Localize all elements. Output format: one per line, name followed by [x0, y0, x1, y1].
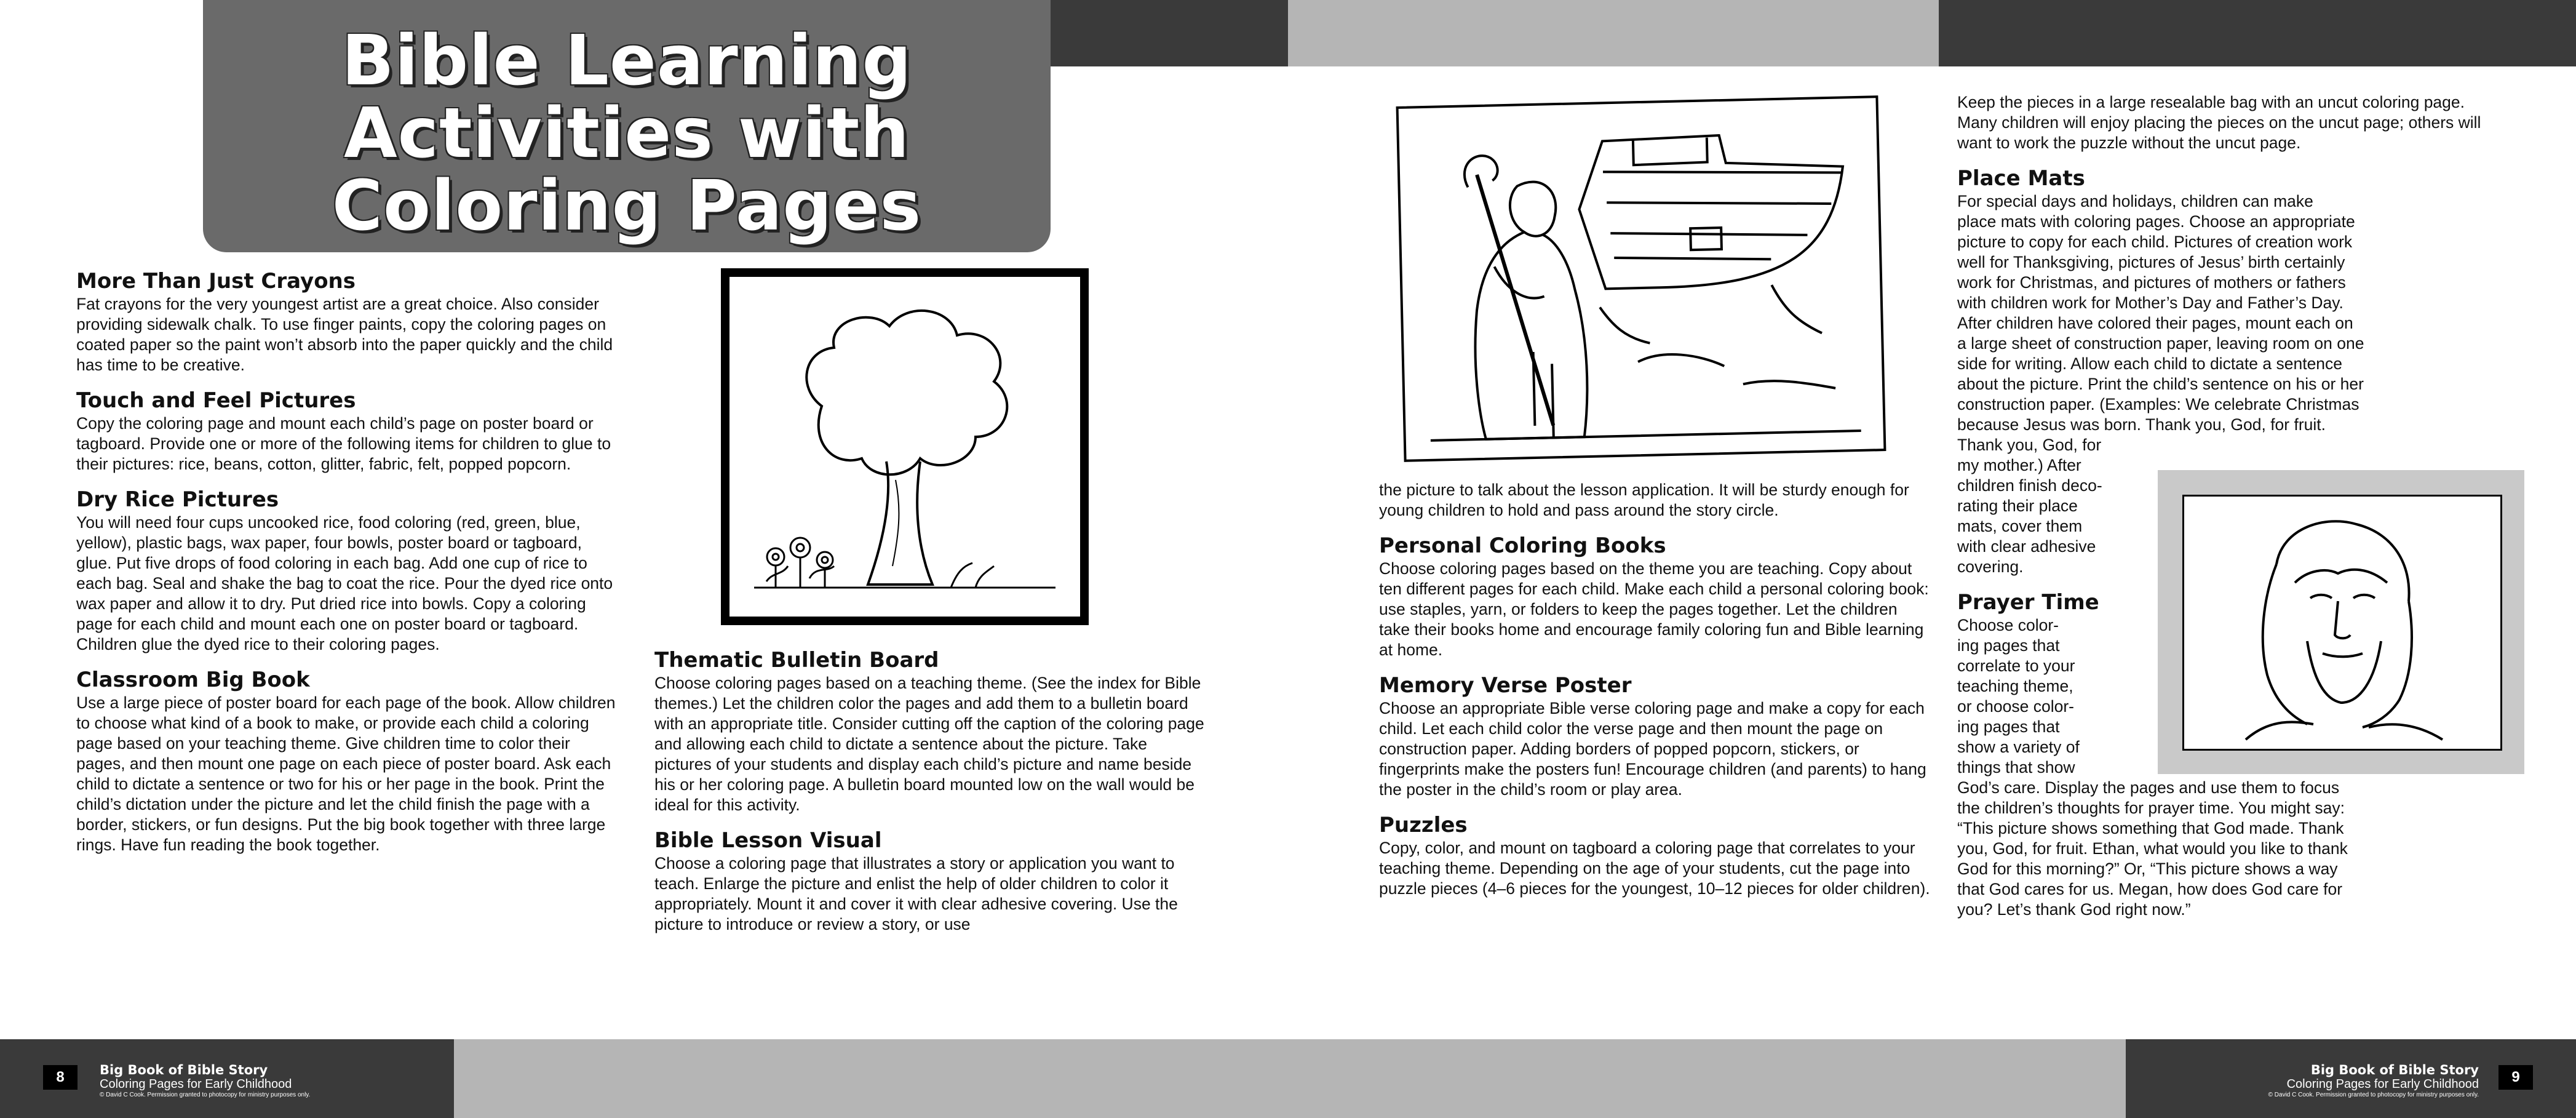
- top-band-dark: [1051, 0, 1288, 66]
- footer-book-title: Big Book of Bible Story Coloring Pages for Early Childhood © David C Cook. Permission granted to photocopy for ministry purposes only.: [2268, 1063, 2479, 1098]
- section-more-than-crayons: [76, 270, 618, 375]
- section-body: You will need four cups uncooked rice, food coloring (red, green, blue, yellow), plastic bags, wax paper, four bowls, poster board or tagboard, glue. Put five drops of food coloring in each bag. Add one cup of rice to each bag. Seal and shake the bag to coat the rice. Pour the dyed rice onto wax paper and allow it to dry. Put dried rice into bowls. Copy a coloring page for each child and mount each one on poster board or tagboard. Children glue the dyed rice to their coloring pages.: [76, 513, 613, 653]
- tree-drawing: [729, 277, 1080, 617]
- title-box: [203, 0, 1051, 252]
- section-body: Choose a coloring page that illustrates a story or application you want to teach. Enlarge the picture and enlist the help of older children to color it appropriately. Mount it and cover it with clear adhesive covering. Use the picture to introduce or review a story, or use: [654, 854, 1178, 933]
- section-heading: Dry Rice Pictures: [76, 487, 279, 512]
- footer-band-gray: [1288, 1039, 2126, 1118]
- tree-illustration: [721, 268, 1089, 625]
- section-body: For special days and holidays, children can make place mats with coloring pages. Choose an appropriate picture to copy for each child. Pictures of creation work well for Thanksgiving, pictures of Jesus’ birth certainly work for Christmas, and pictures of mothers or fathers with children work for Mother’s Day and Father’s Day. After children have colored their pages, mount each on a large sheet of construction paper, leaving room on one side for writing. Allow each child to dictate a sentence about the picture. Print the child’s sentence on his or her construction paper. (Examples: We celebrate Christmas because Jesus was born. Thank you, God, for fruit. Thank you, God, for my mother.) After children finish deco- rating their place mats, cover them with clear adhesive covering.: [1957, 192, 2364, 576]
- page-number: 9: [2498, 1065, 2533, 1090]
- right-column-1: [1379, 480, 1933, 912]
- section-heading: More Than Just Crayons: [76, 269, 356, 293]
- section-coloring-books: [1379, 534, 1933, 660]
- noah-drawing: [1399, 98, 1884, 459]
- section-body: Copy the coloring page and mount each child’s page on poster board or tagboard. Provide one or more of the following items for children to glue to their pictures: rice, beans, cotton, glitter, fabric, felt, popped popcorn.: [76, 414, 611, 473]
- footer-band-gray: [454, 1039, 1288, 1118]
- continued-text: Keep the pieces in a large resealable bag with an uncut coloring page. Many children will enjoy placing the pieces on the uncut page; others will want to work the puzzle without the uncut page.: [1957, 93, 2481, 152]
- section-dry-rice: [76, 488, 618, 655]
- noah-illustration: [1396, 95, 1886, 462]
- section-heading: Prayer Time: [1957, 590, 2099, 615]
- page-number: 8: [43, 1065, 78, 1090]
- section-heading: Place Mats: [1957, 166, 2085, 191]
- section-body: Choose coloring pages based on a teaching theme. (See the index for Bible themes.) Let the children color the pages and add them to a bulletin board with an appropriate title. Consider cutting off the caption of the coloring page and allowing each child to dictate a sentence about the picture. Take pictures of your students and display each child’s picture and name beside his or her coloring page. A bulletin board mounted low on the wall would be ideal for this activity.: [654, 674, 1204, 814]
- section-heading: Classroom Big Book: [76, 668, 310, 692]
- section-heading: Personal Coloring Books: [1379, 533, 1666, 558]
- jesus-illustration: [2158, 470, 2524, 774]
- section-heading: Memory Verse Poster: [1379, 673, 1632, 698]
- footer-book-title: Big Book of Bible Story Coloring Pages for Early Childhood © David C Cook. Permission granted to photocopy for ministry purposes only.: [100, 1063, 311, 1098]
- top-band-gray: [1288, 0, 1939, 66]
- section-bulletin-board: [654, 649, 1208, 815]
- section-body: Use a large piece of poster board for each page of the book. Allow children to choose what kind of a book to make, or provide each child a coloring page based on your teaching theme. Give children time to color their pages, and then mount one page on each piece of poster board. Ask each child to dictate a sentence or two for his or her page in the book. Print the child’s dictation under the picture and let the child finish the page with a border, stickers, or fun designs. Put the big book together with three large rings. Have fun reading the book together.: [76, 693, 616, 854]
- section-body: Choose coloring pages based on the theme you are teaching. Copy about ten different pages for each child. Make each child a personal coloring book: use staples, yarn, or folders to keep the pages together. Let the children take their books home and encourage family coloring fun and Bible learning at home.: [1379, 559, 1929, 659]
- continued-text: the picture to talk about the lesson application. It will be sturdy enough for young children to hold and pass around the story circle.: [1379, 481, 1909, 519]
- section-lesson-visual: [654, 829, 1208, 935]
- page-title: Bible Learning Activities with Coloring Pages: [332, 21, 922, 246]
- right-page: [1288, 0, 2576, 1118]
- section-memory-verse: [1379, 674, 1933, 800]
- section-heading: Thematic Bulletin Board: [654, 648, 939, 673]
- jesus-drawing: [2184, 497, 2500, 749]
- left-column-2: [654, 649, 1208, 948]
- section-body: Copy, color, and mount on tagboard a coloring page that correlates to your teaching theme. Depending on the age of your students, cut the page into puzzle pieces (4–6 pieces for the youngest, 10–12 pieces for older children).: [1379, 839, 1930, 898]
- left-column-1: [76, 270, 618, 869]
- top-band-dark: [1939, 0, 2576, 66]
- section-puzzles: [1379, 813, 1933, 899]
- section-body: Choose an appropriate Bible verse coloring page and make a copy for each child. Let each child color the verse page and then mount the page on construction paper. Adding borders of popped popcorn, stickers, or fingerprints make the posters fun! Encourage children (and parents) to hang the poster in the child’s room or play area.: [1379, 699, 1926, 799]
- section-touch-feel: [76, 389, 618, 474]
- section-heading: Puzzles: [1379, 813, 1468, 837]
- section-body: Choose color- ing pages that correlate to your teaching theme, or choose color- ing pages that show a variety of things that show God’s care. Display the pages and use them to focus the children’s thoughts for prayer time. You might say: “This picture shows something that God made. Thank you, God, for fruit. Ethan, what would you like to thank God for this morning?” Or, “This picture shows a way that God cares for us. Megan, how does God care for you? Let’s thank God right now.”: [1957, 616, 2348, 919]
- section-big-book: [76, 668, 618, 855]
- jesus-frame: [2182, 495, 2502, 751]
- section-heading: Touch and Feel Pictures: [76, 388, 356, 413]
- section-heading: Bible Lesson Visual: [654, 828, 882, 853]
- section-body: Fat crayons for the very youngest artist are a great choice. Also consider providing sidewalk chalk. To use finger paints, copy the coloring pages on coated paper so the paint won’t absorb into the paper quickly and the child has time to be creative.: [76, 295, 613, 374]
